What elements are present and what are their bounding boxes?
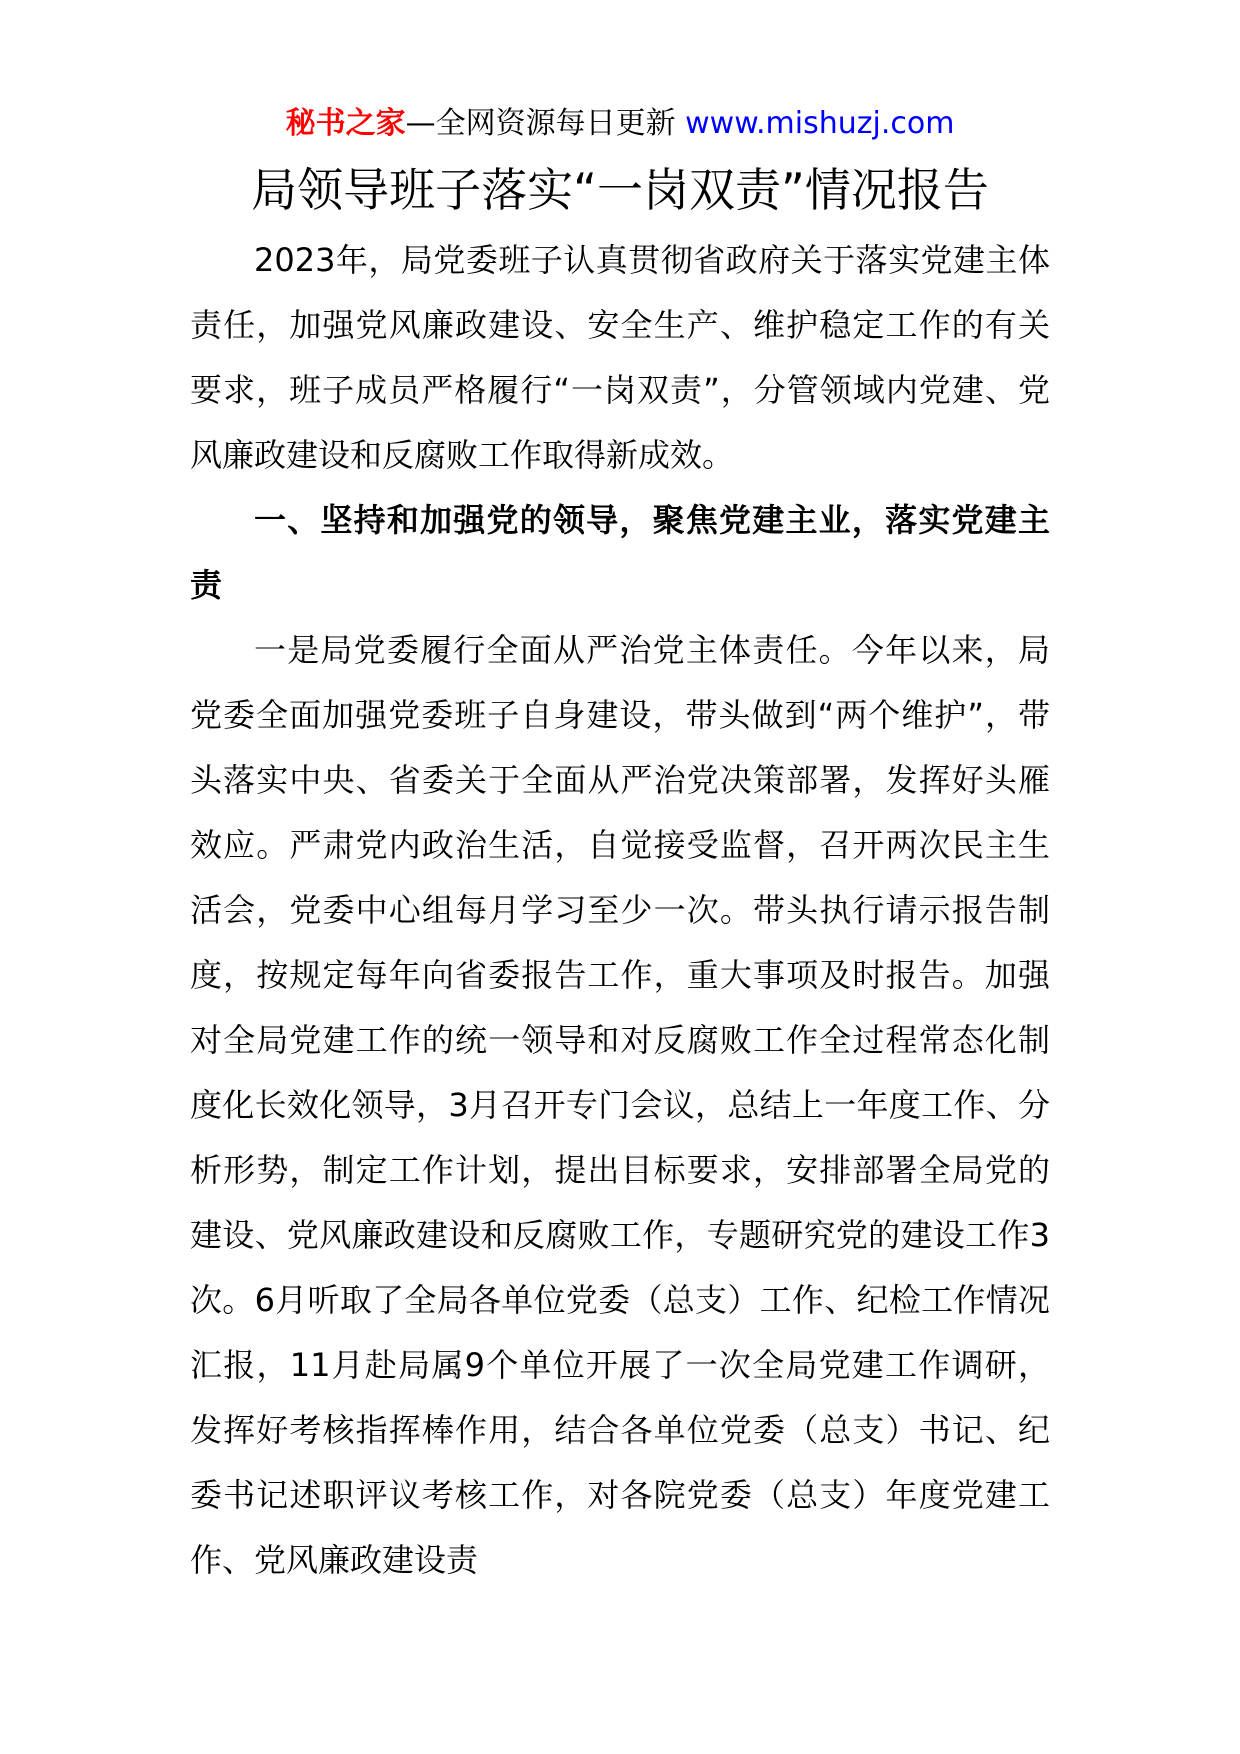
site-url-link[interactable]: www.mishuzj.com bbox=[685, 106, 955, 141]
body-paragraph: 一是局党委履行全面从严治党主体责任。今年以来，局党委全面加强党委班子自身建设，带头做到“两个维护”，带头落实中央、省委关于全面从严治党决策部署，发挥好头雁效应。严肃党内政治生活，自觉接受监督，召开两次民主生活会，党委中心组每月学习至少一次。带头执行请示报告制度，按规定每年向省委报告工作，重大事项及时报告。加强对全局党建工作的统一领导和对反腐败工作全过程常态化制度化长效化领导，3月召开专门会议，总结上一年度工作、分析形势，制定工作计划，提出目标要求，安排部署全局党的建设、党风廉政建设和反腐败工作，专题研究党的建设工作3次。6月听取了全局各单位党委（总支）工作、纪检工作情况汇报，11月赴局属9个单位开展了一次全局党建工作调研，发挥好考核指挥棒作用，结合各单位党委（总支）书记、纪委书记述职评议考核工作，对各院党委（总支）年度党建工作、党风廉政建设责 bbox=[190, 631, 1050, 1579]
brand-name: 秘书之家 bbox=[285, 106, 406, 141]
section-heading: 一、坚持和加强党的领导，聚焦党建主业，落实党建主责 bbox=[190, 501, 1050, 604]
header-tagline: —全网资源每日更新 bbox=[405, 106, 686, 141]
document-title: 局领导班子落实“一岗双责”情况报告 bbox=[251, 163, 989, 217]
intro-paragraph: 2023年，局党委班子认真贯彻省政府关于落实党建主体责任，加强党风廉政建设、安全生产、维护稳定工作的有关要求，班子成员严格履行“一岗双责”，分管领域内党建、党风廉政建设和反腐败工作取得新成效。 bbox=[190, 241, 1050, 474]
site-header bbox=[0, 102, 1240, 146]
document-body bbox=[190, 228, 1050, 1593]
